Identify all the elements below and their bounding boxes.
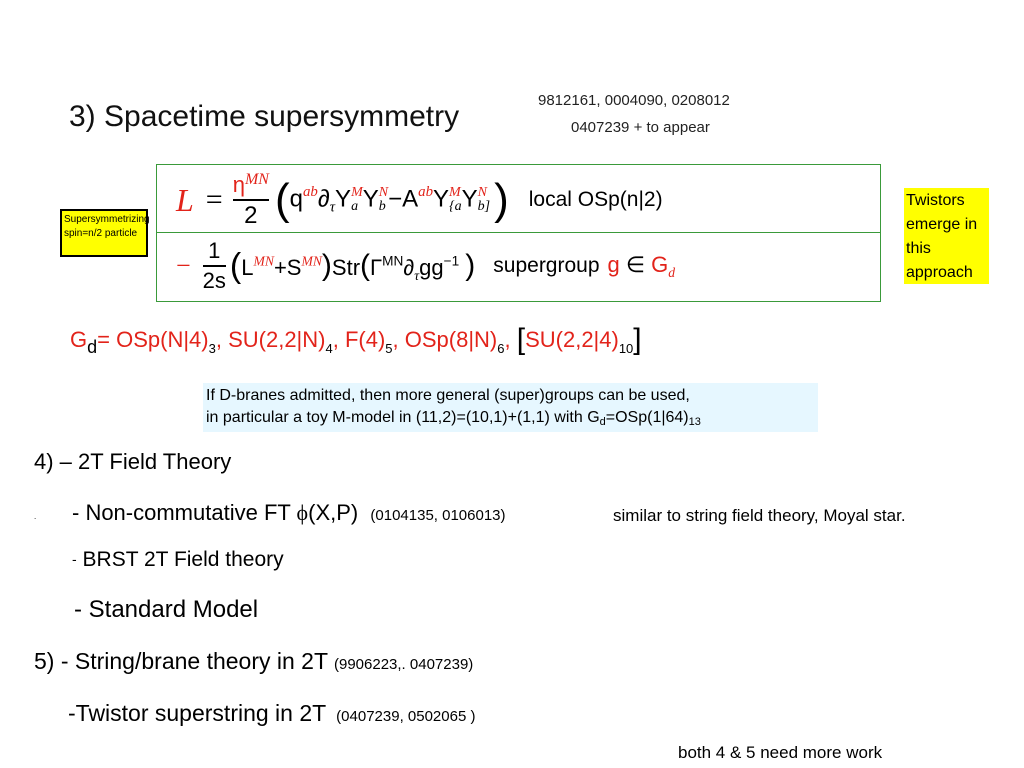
fraction-one-over-2s: $\frac{1}{2s}$ bbox=[202, 238, 226, 293]
minus-sign: − bbox=[176, 251, 191, 280]
item-4-2t-field-theory: 4) – 2T Field Theory bbox=[34, 449, 232, 474]
equals-sign: = bbox=[205, 183, 223, 216]
action-row-1: L = $\frac{\eta^{MN}}{2}$ ( $q^{ab}\partial_\tau Y$ M a Y N b $-A^{ab}Y$ M {a Y N b] ) local OSp(n|2) bbox=[176, 171, 663, 229]
fraction-eta: $\frac{\eta^{MN}}{2}$ bbox=[232, 171, 269, 229]
supergroup-label: supergroup bbox=[493, 254, 600, 277]
g-in-gd: g ∈ $G_d$ bbox=[607, 251, 676, 280]
item-4a-note: similar to string field theory, Moyal star. bbox=[613, 506, 906, 525]
references-line-1: 9812161, 0004090, 0208012 bbox=[538, 92, 730, 109]
item-5b-refs: (0407239, 0502065 ) bbox=[336, 708, 476, 725]
item-5-string-brane: 5) - String/brane theory in 2T (9906223,. 0407239) bbox=[34, 648, 474, 674]
item-5b-twistor-superstring: -Twistor superstring in 2T (0407239, 0502065 ) bbox=[68, 700, 476, 726]
footer-note: both 4 & 5 need more work bbox=[678, 743, 883, 762]
gd-group-list: $G_d= OSp(N|4)_3$, $SU(2,2|N)_4$, $F(4)_5$, $OSp(8|N)_6$, $[SU(2,2|4)_{10}]$ bbox=[70, 323, 642, 357]
item-5-refs: (9906223,. 0407239) bbox=[334, 656, 474, 673]
twistor-note: Twistors emerge in this approach bbox=[904, 188, 989, 284]
phi-symbol: ϕ bbox=[296, 500, 309, 525]
dbranes-line-1: If D-branes admitted, then more general (super)groups can be used, bbox=[206, 387, 690, 404]
lagrangian-symbol: L bbox=[176, 181, 194, 218]
item-4b-brst: - BRST 2T Field theory bbox=[72, 548, 284, 571]
action-row-2: − $\frac{1}{2s}$ ( $L^{MN}+S^{MN})Str(\Gamma^{MN}\partial_\tau gg^{-1}$ ) supergroup g ∈ $G_d$ bbox=[176, 238, 676, 293]
item-4a-refs: (0104135, 0106013) bbox=[370, 507, 506, 524]
dbranes-line-2: in particular a toy M-model in (11,2)=(10,1)+(1,1) with Gd=OSp(1|64)13 bbox=[206, 409, 701, 428]
row2-body: $L^{MN}+S^{MN})Str(\Gamma^{MN}\partial_\tau gg^{-1}$ ) bbox=[241, 248, 476, 283]
dbranes-note bbox=[203, 383, 818, 432]
item-4a-noncommutative: - Non-commutative FT ϕ(X,P) (0104135, 0106013) bbox=[72, 500, 506, 525]
references-line-2: 0407239 + to appear bbox=[571, 119, 710, 136]
slide-title: 3) Spacetime supersymmetry bbox=[69, 100, 460, 133]
side-label: Supersymmetrizing spin=n/2 particle bbox=[60, 209, 148, 257]
item-4c-standard-model: - Standard Model bbox=[74, 596, 259, 623]
bullet-dot: . bbox=[34, 512, 37, 521]
local-osp-label: local OSp(n|2) bbox=[528, 188, 663, 211]
equation-divider bbox=[156, 232, 881, 233]
row1-body: $q^{ab}\partial_\tau Y$ M a Y N b $-A^{ab}Y$ M {a Y N b] bbox=[289, 183, 491, 216]
